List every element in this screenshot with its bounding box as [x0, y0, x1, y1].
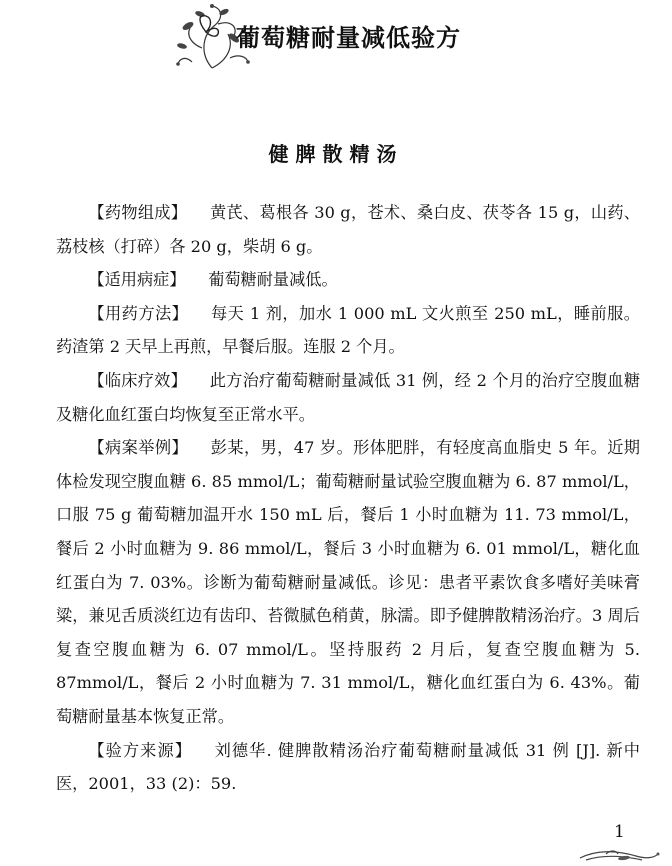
section-text: 刘德华. 健脾散精汤治疗葡萄糖耐量减低 31 例 [J]. 新中医，2001，33 (2)：59. [56, 740, 640, 794]
running-header-title: 葡萄糖耐量减低验方 [236, 24, 461, 52]
section-label: 【验方来源】 [88, 740, 192, 760]
section-text: 彭某，男，47 岁。形体肥胖，有轻度高血脂史 5 年。近期体检发现空腹血糖 6. 85 mmol/L；葡萄糖耐量试验空腹血糖为 6. 87 mmol/L，口服 75 g 葡萄糖加温开水 150 mL 后，餐后 1 小时血糖为 11. 73 mmol/L，餐后 2 小时血糖为 9. 86 mmol/L，餐后 3 小时血糖为 6. 01 mmol/L，糖化血红蛋白为 7. 03%。诊断为葡萄糖耐量减低。诊见：患者平素饮食多嗜好美味膏粱，兼见舌质淡红边有齿印、苔微腻色稍黄，脉濡。即予健脾散精汤治疗。3 周后复查空腹血糖为 6. 07 mmol/L。坚持服药 2 月后，复查空腹血糖为 5. 87mmol/L，餐后 2 小时血糖为 7. 31 mmol/L，糖化血红蛋白为 6. 43%。葡萄糖耐量基本恢复正常。 [56, 438, 640, 726]
section-label: 【适用病症】 [88, 270, 186, 290]
section-paragraph [56, 297, 640, 364]
section-label: 【病案举例】 [88, 438, 189, 458]
section-label: 【用药方法】 [88, 303, 189, 323]
article-title: 健脾散精汤 [268, 142, 404, 166]
section-paragraph [56, 734, 640, 801]
article-body [56, 196, 640, 801]
section-label: 【药物组成】 [88, 203, 188, 222]
section-paragraph [56, 364, 640, 431]
section-paragraph [56, 263, 640, 297]
section-text: 葡萄糖耐量减低。 [208, 270, 338, 290]
footer-swirl-icon [576, 846, 660, 864]
section-paragraph [56, 196, 640, 263]
section-text: 每天 1 剂，加水 1 000 mL 文火煎至 250 mL，睡前服。药渣第 2 天早上再煎，早餐后服。连服 2 个月。 [56, 303, 640, 357]
section-label: 【临床疗效】 [88, 370, 188, 390]
section-text: 黄芪、葛根各 30 g，苍术、桑白皮、茯苓各 15 g，山药、荔枝核（打碎）各 20 g，柴胡 6 g。 [56, 203, 640, 256]
section-text: 此方治疗葡萄糖耐量减低 31 例，经 2 个月的治疗空腹血糖及糖化血红蛋白均恢复至正常水平。 [56, 370, 641, 424]
section-paragraph [56, 431, 640, 733]
page-number: 1 [614, 822, 625, 842]
